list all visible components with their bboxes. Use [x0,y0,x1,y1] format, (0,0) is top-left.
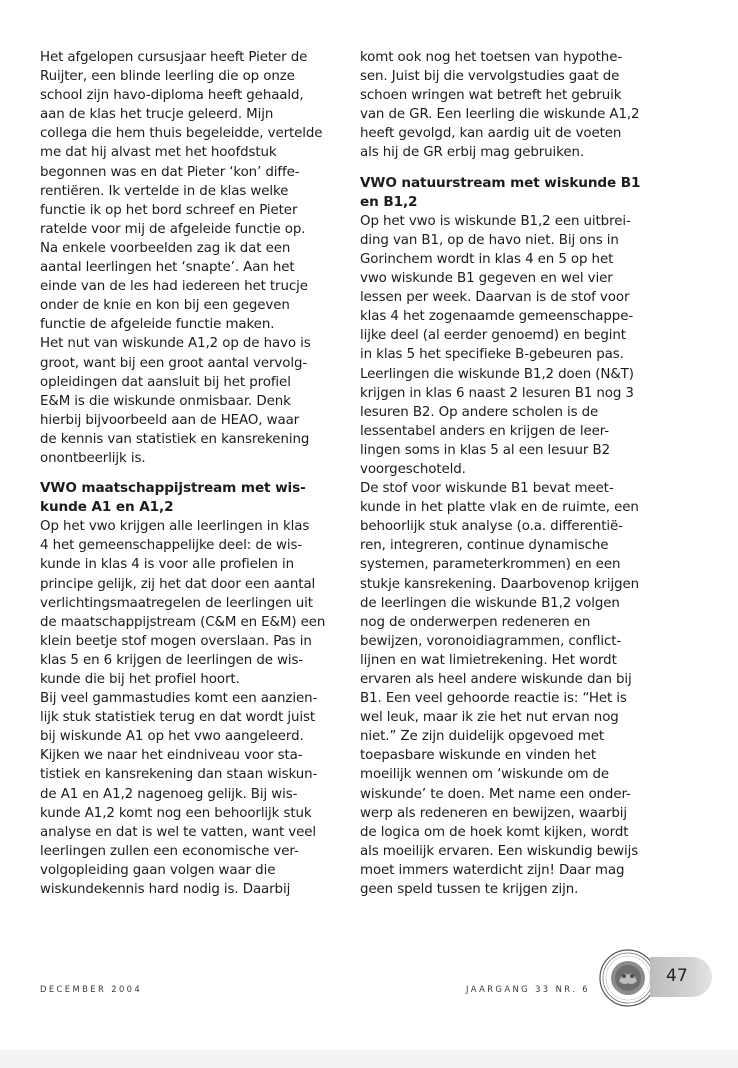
text-line: volgopleiding gaan volgen waar die [40,862,276,878]
text-line: functie ik op het bord schreef en Pieter [40,202,298,218]
text-line: klein beetje stof mogen overslaan. Pas in [40,633,312,649]
text-line: kunde in klas 4 is voor alle profielen in [40,557,295,573]
text-line: in klas 5 het specifieke B-gebeuren pas. [360,347,624,363]
text-line: van de GR. Een leerling die wiskunde A1,2 [360,107,640,123]
text-line: niet.” Ze zijn duidelijk opgevoed met [360,729,605,745]
text-line: Ruijter, een blinde leerling die op onze [40,69,295,85]
text-line: tistiek en kansrekening dan staan wiskun- [40,767,318,783]
page-number-tab [650,957,712,997]
text-line: analyse en dat is wel te vatten, want veel [40,824,317,840]
text-line: vwo wiskunde B1 gegeven en wel vier [360,271,613,287]
text-line: geen speld tussen te krijgen zijn. [360,882,579,898]
text-line: heeft gevolgd, kan aardig uit de voeten [360,126,622,142]
text-line: functie de afgeleide functie maken. [40,317,275,333]
text-line: ratelde voor mij de afgeleide functie op. [40,221,306,237]
text-line: als moeilijk ervaren. Een wiskundig bewijs [360,843,639,859]
footer-volume: JAARGANG 33 NR. 6 [466,984,591,994]
text-line: onontbeerlijk is. [40,450,146,466]
text-line: behoorlijk stuk analyse (o.a. differentië- [360,519,623,535]
text-line: schoen wringen wat betreft het gebruik [360,88,622,104]
text-line: principe gelijk, zij het dat door een aantal [40,576,316,592]
text-line: kunde in het platte vlak en de ruimte, een [360,500,639,516]
text-line: Leerlingen die wiskunde B1,2 doen (N&T) [360,366,634,382]
text-line: Het afgelopen cursusjaar heeft Pieter de [40,50,308,65]
text-line: kunde die bij het profiel hoort. [40,672,240,687]
text-line: als hij de GR erbij mag gebruiken. [360,145,585,161]
section-heading-line: en B1,2 [360,193,418,210]
text-line: moeilijk wennen om ‘wiskunde om de [360,767,610,783]
text-line: sen. Juist bij die vervolgstudies gaat de [360,69,620,85]
text-line: klas 5 en 6 krijgen de leerlingen de wis- [40,652,304,668]
text-line: stukje kansrekening. Daarbovenop krijgen [360,576,639,592]
text-line: groot, want bij een groot aantal vervolg- [40,355,308,371]
text-line: wiskundekennis hard nodig is. Daarbij [40,882,291,898]
text-line: ding van B1, op de havo niet. Bij ons in [360,232,619,248]
section-heading-line: VWO maatschappijstream met wis- [40,480,306,497]
text-line: werp als redeneren en bewijzen, waarbij [360,805,628,821]
text-line: krijgen in klas 6 naast 2 lesuren B1 nog 3 [360,385,634,401]
text-line: begonnen was en dat Pieter ‘kon’ diffe- [40,164,300,180]
text-line: wel leuk, maar ik zie het nut ervan nog [360,710,619,726]
text-line: Kijken we naar het eindniveau voor sta- [40,748,303,764]
text-line: lesuren B2. Op andere scholen is de [360,404,599,420]
text-line: E&M is die wiskunde onmisbaar. Denk [40,393,291,409]
text-line: collega die hem thuis begeleidde, vertelde [40,126,323,142]
text-line: De stof voor wiskunde B1 bevat meet- [360,481,614,497]
text-line: hierbij bijvoorbeeld aan de HEAO, waar [40,412,300,428]
text-line: opleidingen dat aansluit bij het profiel [40,374,291,390]
text-line: lijke deel (al eerder genoemd) en begint [360,328,626,344]
text-line: Het nut van wiskunde A1,2 op de havo is [40,336,311,352]
text-line: lessen per week. Daarvan is de stof voor [360,290,630,306]
text-line: nog de onderwerpen redeneren en [360,614,591,630]
right-column [360,48,650,899]
text-line: moet immers waterdicht zijn! Daar mag [360,862,625,878]
text-line: komt ook nog het toetsen van hypothe- [360,50,623,65]
text-line: bij wiskunde A1 op het vwo aangeleerd. [40,729,304,745]
text-line: ervaren als heel andere wiskunde dan bij [360,672,632,687]
text-line: Op het vwo krijgen alle leerlingen in klas [40,519,310,535]
journal-seal-icon [598,948,658,1008]
page-number: 47 [666,966,688,986]
text-line: bewijzen, voronoidiagrammen, conflict- [360,633,622,649]
text-line: lingen soms in klas 5 al een lesuur B2 [360,442,610,458]
text-line: lessentabel anders en krijgen de leer- [360,423,610,439]
text-line: leerlingen zullen een economische ver- [40,843,299,859]
text-line: systemen, parameterkrommen) en een [360,557,621,573]
text-line: Na enkele voorbeelden zag ik dat een [40,240,291,256]
text-line: kunde A1,2 komt nog een behoorlijk stuk [40,805,312,821]
text-line: Bij veel gammastudies komt een aanzien- [40,691,318,707]
text-line: 4 het gemeenschappelijke deel: de wis- [40,538,303,554]
text-line: verlichtingsmaatregelen de leerlingen uit [40,595,313,611]
text-line: wiskunde’ te doen. Met name een onder- [360,786,631,802]
text-line: Gorinchem wordt in klas 4 en 5 op het [360,251,614,267]
text-line: de kennis van statistiek en kansrekening [40,431,310,447]
text-line: B1. Een veel gehoorde reactie is: “Het is [360,691,627,707]
text-line: de logica om de hoek komt kijken, wordt [360,824,629,840]
text-line: onder de knie en kon bij een gegeven [40,298,290,314]
text-line: lijk stuk statistiek terug en dat wordt juist [40,710,316,726]
text-line: ren, integreren, continue dynamische [360,538,609,554]
text-line: rentiëren. Ik vertelde in de klas welke [40,183,289,199]
section-heading-line: kunde A1 en A1,2 [40,499,174,516]
bottom-shading [0,1050,738,1068]
text-line: Op het vwo is wiskunde B1,2 een uitbrei- [360,213,631,229]
paragraph-gap [40,468,330,479]
text-line: toepasbare wiskunde en vinden het [360,748,597,764]
paragraph-gap [360,163,650,174]
text-line: klas 4 het zogenaamde gemeenschappe- [360,309,634,325]
text-line: lijnen en wat limietrekening. Het wordt [360,652,617,668]
text-line: school zijn havo-diploma heeft gehaald, [40,88,304,104]
text-line: aan de klas het trucje geleerd. Mijn [40,107,274,123]
text-line: de leerlingen die wiskunde B1,2 volgen [360,595,620,611]
text-line: einde van de les had iedereen het trucje [40,279,308,295]
text-line: de A1 en A1,2 nagenoeg gelijk. Bij wis- [40,786,298,802]
text-line: voorgeschoteld. [360,461,466,477]
text-line: aantal leerlingen het ‘snapte’. Aan het [40,260,295,276]
footer-date: DECEMBER 2004 [40,984,143,994]
section-heading-line: VWO natuurstream met wiskunde B1 [360,174,641,191]
text-line: me dat hij alvast met het hoofdstuk [40,145,277,161]
text-line: de maatschappijstream (C&M en E&M) een [40,614,326,630]
left-column [40,48,330,899]
